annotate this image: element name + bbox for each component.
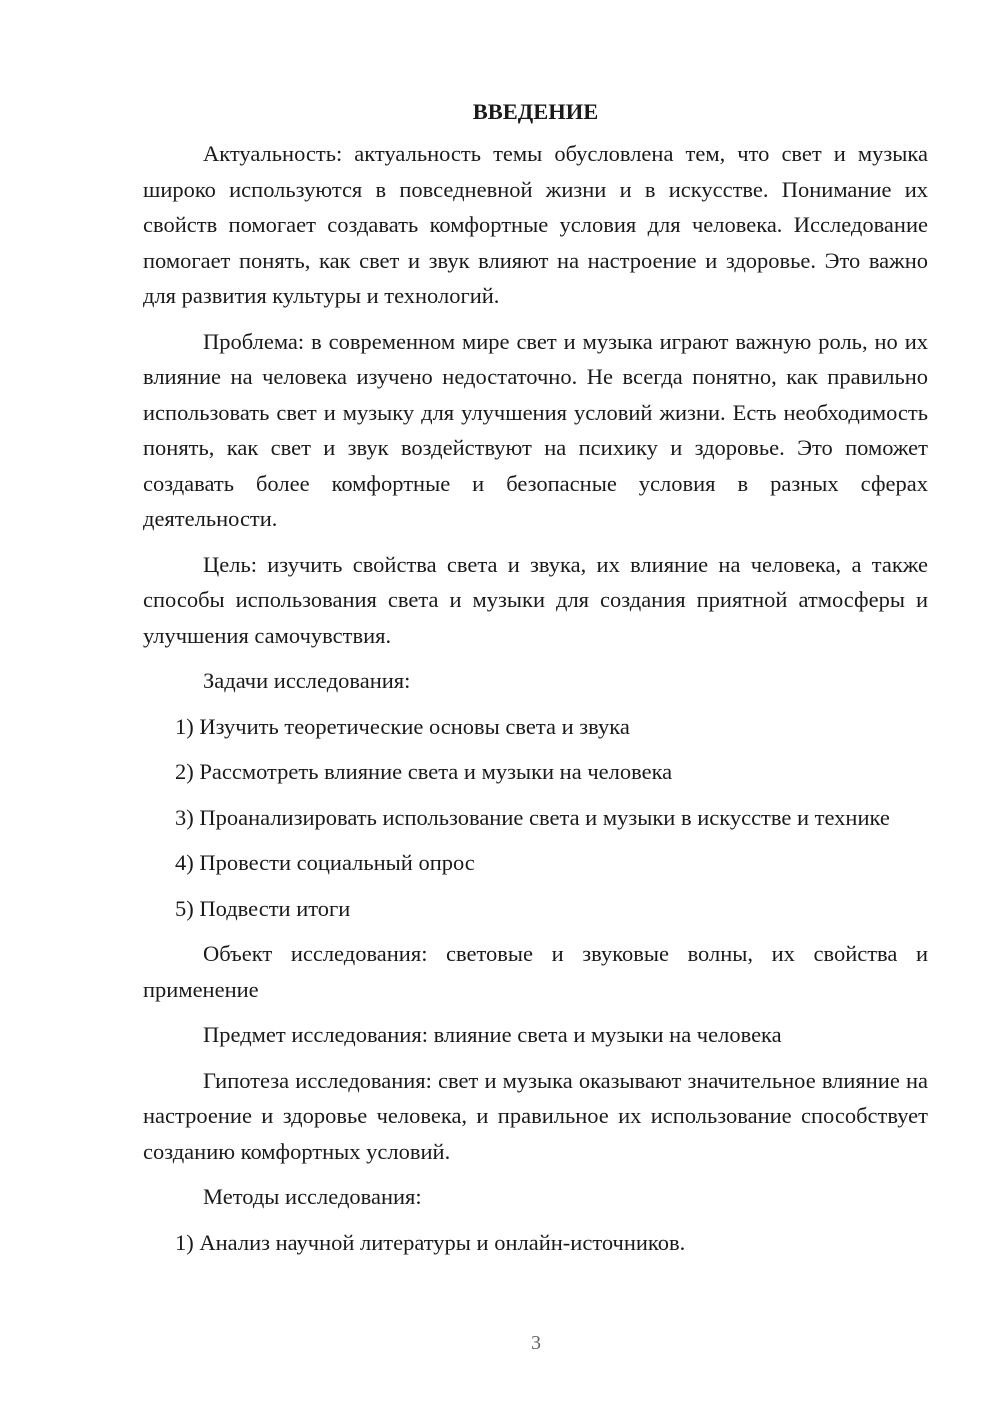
paragraph-subject: Предмет исследования: влияние света и музыки на человека bbox=[203, 1022, 782, 1047]
task-item: 2) Рассмотреть влияние света и музыки на человека bbox=[175, 759, 673, 784]
paragraph-relevance: Актуальность: актуальность темы обусловлена тем, что свет и музыка широко используются в повседневной жизни и в искусстве. Понимание их свойств помогает создавать комфортные условия для человека. Исследование помогает понять, как свет и звук влияют на настроение и здоровье. Это важно для развития культуры и технологий. bbox=[143, 141, 928, 308]
task-item: 3) Проанализировать использование света и музыки в искусстве и технике bbox=[175, 804, 890, 830]
methods-heading: Методы исследования: bbox=[203, 1184, 422, 1209]
paragraph-object: Объект исследования: световые и звуковые волны, их свойства и применение bbox=[143, 941, 928, 1002]
task-item: 5) Подвести итоги bbox=[175, 895, 351, 921]
page-number: 3 bbox=[531, 1332, 541, 1354]
task-item: 4) Провести социальный опрос bbox=[175, 850, 475, 875]
page-title: ВВЕДЕНИЕ bbox=[472, 99, 599, 124]
tasks-heading: Задачи исследования: bbox=[203, 668, 411, 693]
paragraph-goal: Цель: изучить свойства света и звука, их влияние на человека, а также способы использования света и музыки для создания приятной атмосферы и улучшения самочувствия. bbox=[143, 551, 928, 648]
page-content bbox=[143, 96, 928, 1270]
paragraph-hypothesis: Гипотеза исследования: свет и музыка оказывают значительное влияние на настроение и здоровье человека, и правильное их использование способствует созданию комфортных условий. bbox=[143, 1067, 928, 1164]
method-item: 1) Анализ научной литературы и онлайн-источников. bbox=[175, 1229, 686, 1255]
paragraph-problem: Проблема: в современном мире свет и музыка играют важную роль, но их влияние на человека изучено недостаточно. Не всегда понятно, как правильно использовать свет и музыку для улучшения условий жизни. Есть необходимость понять, как свет и звук воздействуют на психику и здоровье. Это поможет создавать более комфортные и безопасные условия в разных сферах деятельности. bbox=[143, 328, 928, 531]
task-item: 1) Изучить теоретические основы света и звука bbox=[175, 713, 630, 739]
